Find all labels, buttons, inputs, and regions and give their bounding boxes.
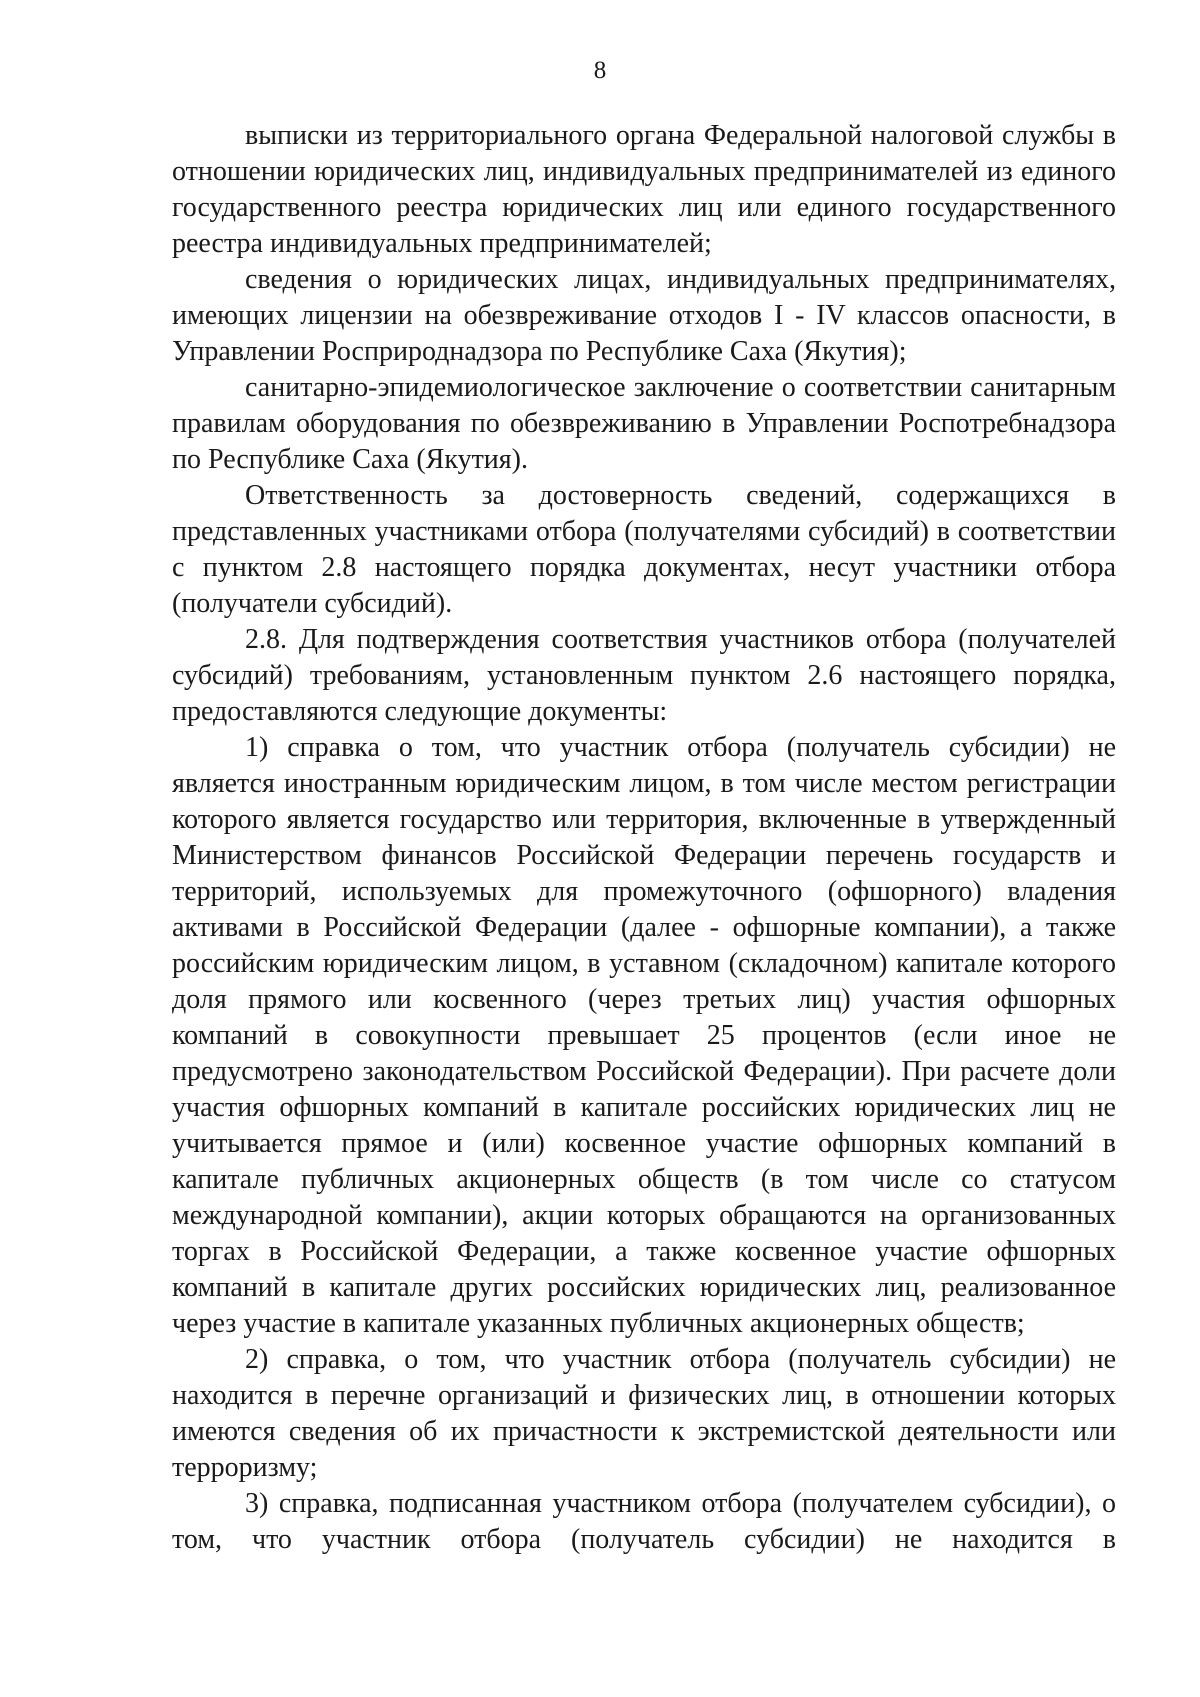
paragraph-item-1: 1) справка о том, что участник отбора (получатель субсидии) не является иностранным юридическим лицом, в том числе местом регистрации которого является государство или территория, включенные в утвержденный Министерством финансов Российской Федерации перечень государств и территорий, используемых для промежуточного (офшорного) владения активами в Российской Федерации (далее - офшорные компании), а также российским юридическим лицом, в уставном (складочном) капитале которого доля прямого или косвенного (через третьих лиц) участия офшорных компаний в совокупности превышает 25 процентов (если иное не предусмотрено законодательством Российской Федерации). При расчете доли участия офшорных компаний в капитале российских юридических лиц не учитывается прямое и (или) косвенное участие офшорных компаний в капитале публичных акционерных обществ (в том числе со статусом международной компании), акции которых обращаются на организованных торгах в Российской Федерации, а также косвенное участие офшорных компаний в капитале других российских юридических лиц, реализованное через участие в капитале указанных публичных акционерных обществ;: [172, 732, 1116, 1339]
paragraph-item-2: 2) справка, о том, что участник отбора (получатель субсидии) не находится в перечне организаций и физических лиц, в отношении которых имеются сведения об их причастности к экстремистской деятельности или терроризму;: [172, 1344, 1116, 1483]
paragraph-section-2-8: 2.8. Для подтверждения соответствия участников отбора (получателей субсидий) требованиям, установленным пунктом 2.6 настоящего порядка, предоставляются следующие документы:: [172, 624, 1116, 727]
document-body: [172, 118, 1116, 1558]
paragraph-item-3: 3) справка, подписанная участником отбора (получателем субсидии), о том, что участник отбора (получатель субсидии) не находится в: [172, 1488, 1116, 1555]
paragraph-tax-extracts: выписки из территориального органа Федеральной налоговой службы в отношении юридических лиц, индивидуальных предпринимателей из единого государственного реестра юридических лиц или единого государственного реестра индивидуальных предпринимателей;: [172, 120, 1116, 259]
paragraph-license-info: сведения о юридических лицах, индивидуальных предпринимателях, имеющих лицензии на обезвреживание отходов I - IV классов опасности, в Управлении Росприроднадзора по Республике Саха (Якутия);: [172, 264, 1116, 367]
paragraph-responsibility: Ответственность за достоверность сведений, содержащихся в представленных участниками отбора (получателями субсидий) в соответствии с пунктом 2.8 настоящего порядка документах, несут участники отбора (получатели субсидий).: [172, 480, 1116, 619]
page-number: 8: [593, 57, 607, 84]
paragraph-sanitary-conclusion: санитарно-эпидемиологическое заключение о соответствии санитарным правилам оборудования по обезвреживанию в Управлении Роспотребнадзора по Республике Саха (Якутия).: [172, 372, 1116, 475]
